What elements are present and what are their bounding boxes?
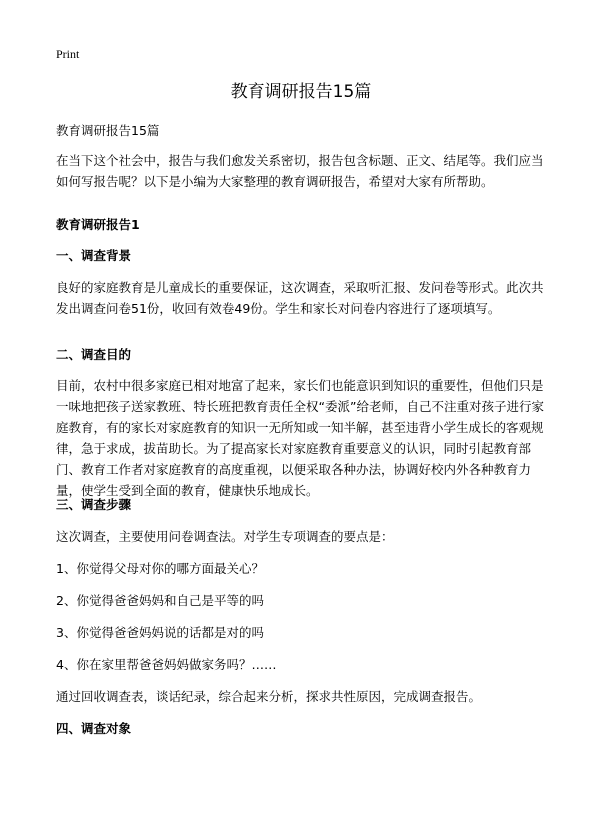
report-1-title: 教育调研报告1 [56,217,140,232]
print-link[interactable]: Print [56,47,80,61]
section-1-heading: 一、调查背景 [56,248,132,263]
list-item: 1、你觉得父母对你的哪方面最关心？ [56,561,264,576]
document-subtitle: 教育调研报告15篇 [56,123,160,138]
section-3-intro: 这次调查，主要使用问卷调查法。对学生专项调查的要点是： [56,529,394,544]
section-2-heading: 二、调查目的 [56,347,132,362]
section-3-conclusion: 通过回收调查表，谈话纪录，综合起来分析，探求共性原因，完成调查报告。 [56,689,482,704]
list-item: 2、你觉得爸爸妈妈和自己是平等的吗 [56,593,264,608]
section-2-body: 目前，农村中很多家庭已相对地富了起来，家长们也能意识到知识的重要性，但他们只是一味地把孩子送家教班、特长班把教育责任全权“委派”给老师，自己不注重对孩子进行家庭教育，有的家长对家庭教育的知识一无所知或一知半解，甚至违背小学生成长的客观规律，急于求成，拔苗助长。为了提高家长对家庭教育重要意义的认识，同时引起教育部门、教育工作者对家庭教育的高度重视，以便采取各种办法，协调好校内外各种教育力量，使学生受到全面的教育，健康快乐地成长。 [56,378,544,498]
intro-paragraph: 在当下这个社会中，报告与我们愈发关系密切，报告包含标题、正文、结尾等。我们应当如何写报告呢？以下是小编为大家整理的教育调研报告，希望对大家有所帮助。 [56,153,544,189]
list-item: 3、你觉得爸爸妈妈说的话都是对的吗 [56,625,264,640]
page-title: 教育调研报告15篇 [230,82,372,102]
section-4-heading: 四、调查对象 [56,721,132,736]
section-3-heading: 三、调查步骤 [56,497,132,512]
list-item: 4、你在家里帮爸爸妈妈做家务吗？…… [56,657,277,672]
section-1-body: 良好的家庭教育是儿童成长的重要保证，这次调查，采取听汇报、发问卷等形式。此次共发出调查问卷51份，收回有效卷49份。学生和家长对问卷内容进行了逐项填写。 [56,280,544,316]
